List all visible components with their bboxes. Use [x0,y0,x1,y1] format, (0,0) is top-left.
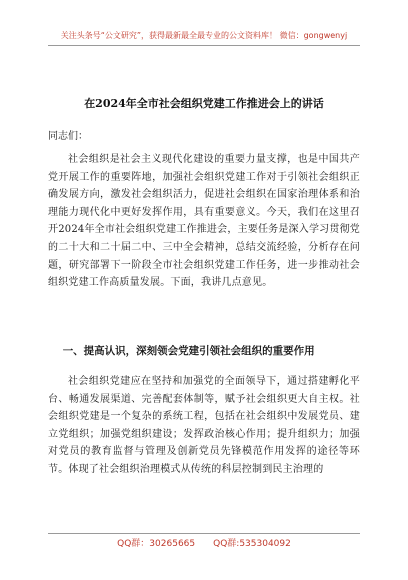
document-title: 在2024年全市社会组织党建工作推进会上的讲话 [84,97,324,110]
footer-qq-groups: QQ群：30265665 QQ群:535304092 [117,539,291,549]
header-divider [48,45,360,46]
header-promo-text: 关注头条号“公文研究”，获得最新最全最专业的公文资料库！ 微信：gongwenyj [60,31,348,40]
footer-divider [48,533,360,534]
body-paragraph-1: 社会组织是社会主义现代化建设的重要力量支撑，也是中国共产党开展工作的重要阵地，加强社会组织党建工作对于引领社会组织正确发展方向，激发社会组织活力，促进社会组织在国家治理体系和治理能力现代化中更好发挥作用，具有重要意义。今天，我们在这里召开2024年全市社会组织党建工作推进会，主要任务是深入学习贯彻党的二十大和二十届二中、三中全会精神，总结交流经验，分析存在问题，研究部署下一阶段全市社会组织党建工作任务，进一步推动社会组织党建工作高质量发展。下面，我讲几点意见。 [48,154,360,289]
salutation: 同志们： [48,131,88,142]
body-paragraph-2: 社会组织党建应在坚持和加强党的全面领导下，通过搭建孵化平台、畅通发展渠道、完善配套体制等，赋予社会组织更大自主权。社会组织党建是一个复杂的系统工程，包括在社会组织中发展党员、建立党组织；加强党组织建设；发挥政治核心作用；提升组织力；加强对党员的教育监督与管理及创新党员先锋模范作用发挥的途径等环节。体现了社会组织治理模式从传统的科层控制到民主治理的 [48,376,360,475]
section-heading-1: 一、提高认识，深刻领会党建引领社会组织的重要作用 [62,345,315,357]
